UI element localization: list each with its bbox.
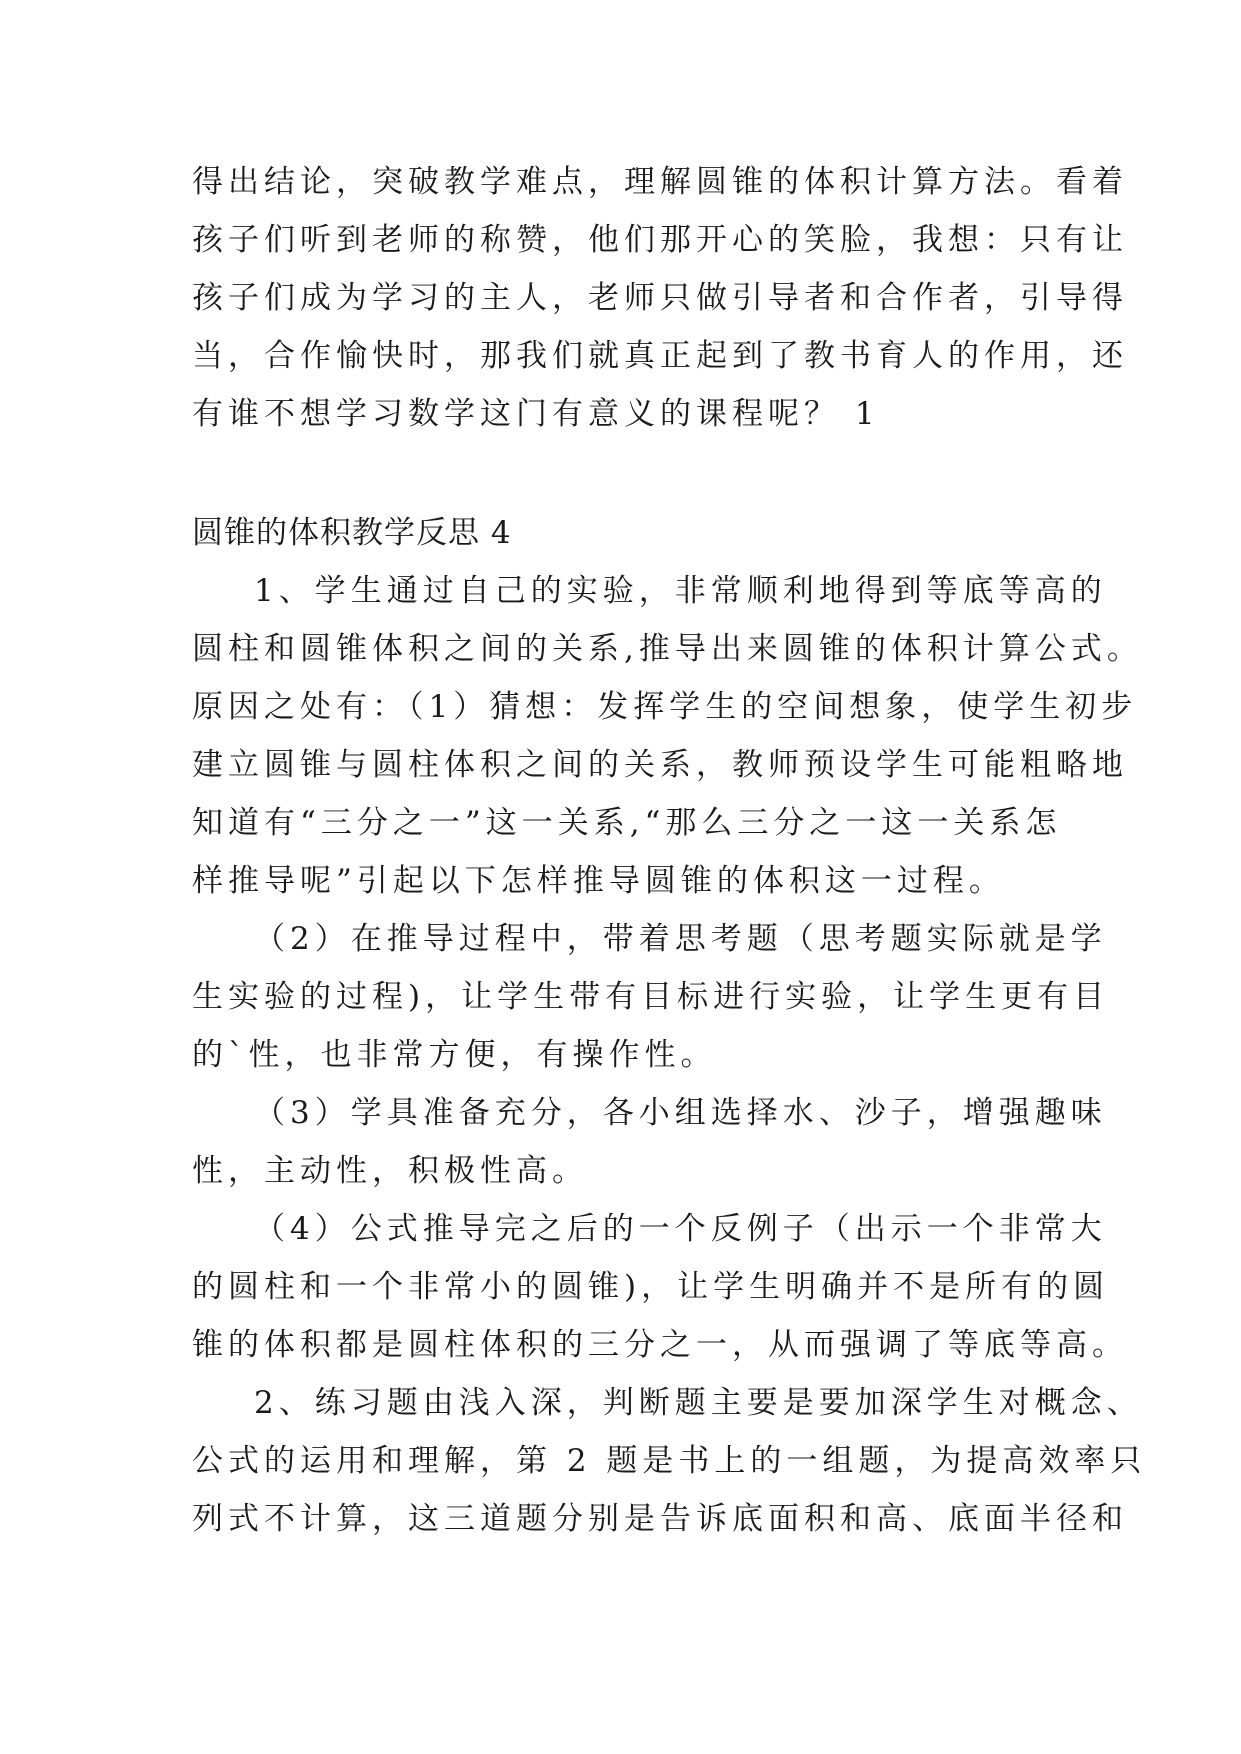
paragraph-line: 样推导呢”引起以下怎样推导圆锥的体积这一过程。 [192,863,1005,899]
paragraph-line: 列式不计算，这三道题分别是告诉底面积和高、底面半径和 [192,1501,1128,1537]
paragraph-line: 建立圆锥与圆柱体积之间的关系，教师预设学生可能粗略地 [192,747,1128,783]
paragraph-line: （3）学具准备充分，各小组选择水、沙子，增强趣味 [254,1095,1107,1131]
paragraph-line: 当，合作愉快时，那我们就真正起到了教书育人的作用，还 [192,338,1128,374]
paragraph-line: 生实验的过程)，让学生带有目标进行实验，让学生更有目 [192,979,1110,1015]
paragraph-line: （4）公式推导完之后的一个反例子（出示一个非常大 [254,1211,1107,1247]
paragraph-line: 知道有“三分之一”这一关系,“那么三分之一这一关系怎 [192,805,1062,841]
paragraph-line: 的圆柱和一个非常小的圆锥)，让学生明确并不是所有的圆 [192,1269,1110,1305]
paragraph-line: 性，主动性，积极性高。 [192,1153,588,1189]
paragraph-line: 的`性，也非常方便，有操作性。 [192,1037,717,1073]
paragraph-line: 公式的运用和理解，第 2 题是书上的一组题，为提高效率只 [192,1443,1147,1479]
paragraph-line: 2、练习题由浅入深，判断题主要是要加深学生对概念、 [254,1385,1143,1421]
paragraph-line: 孩子们成为学习的主人，老师只做引导者和合作者，引导得 [192,280,1128,316]
paragraph-line: 孩子们听到老师的称赞，他们那开心的笑脸，我想：只有让 [192,222,1128,258]
paragraph-line: （2）在推导过程中，带着思考题（思考题实际就是学 [254,921,1107,957]
paragraph-line: 原因之处有：（1）猜想：发挥学生的空间想象，使学生初步 [192,689,1138,725]
paragraph-line: 锥的体积都是圆柱体积的三分之一，从而强调了等底等高。 [192,1327,1128,1363]
paragraph-line: 得出结论，突破教学难点，理解圆锥的体积计算方法。看着 [192,164,1128,200]
paragraph-line: 1、学生通过自己的实验，非常顺利地得到等底等高的 [254,573,1107,609]
paragraph-line: 圆柱和圆锥体积之间的关系,推导出来圆锥的体积计算公式。 [192,631,1143,667]
paragraph-line: 有谁不想学习数学这门有意义的课程呢？ 1 [192,396,880,432]
section-heading: 圆锥的体积教学反思 4 [192,515,512,551]
